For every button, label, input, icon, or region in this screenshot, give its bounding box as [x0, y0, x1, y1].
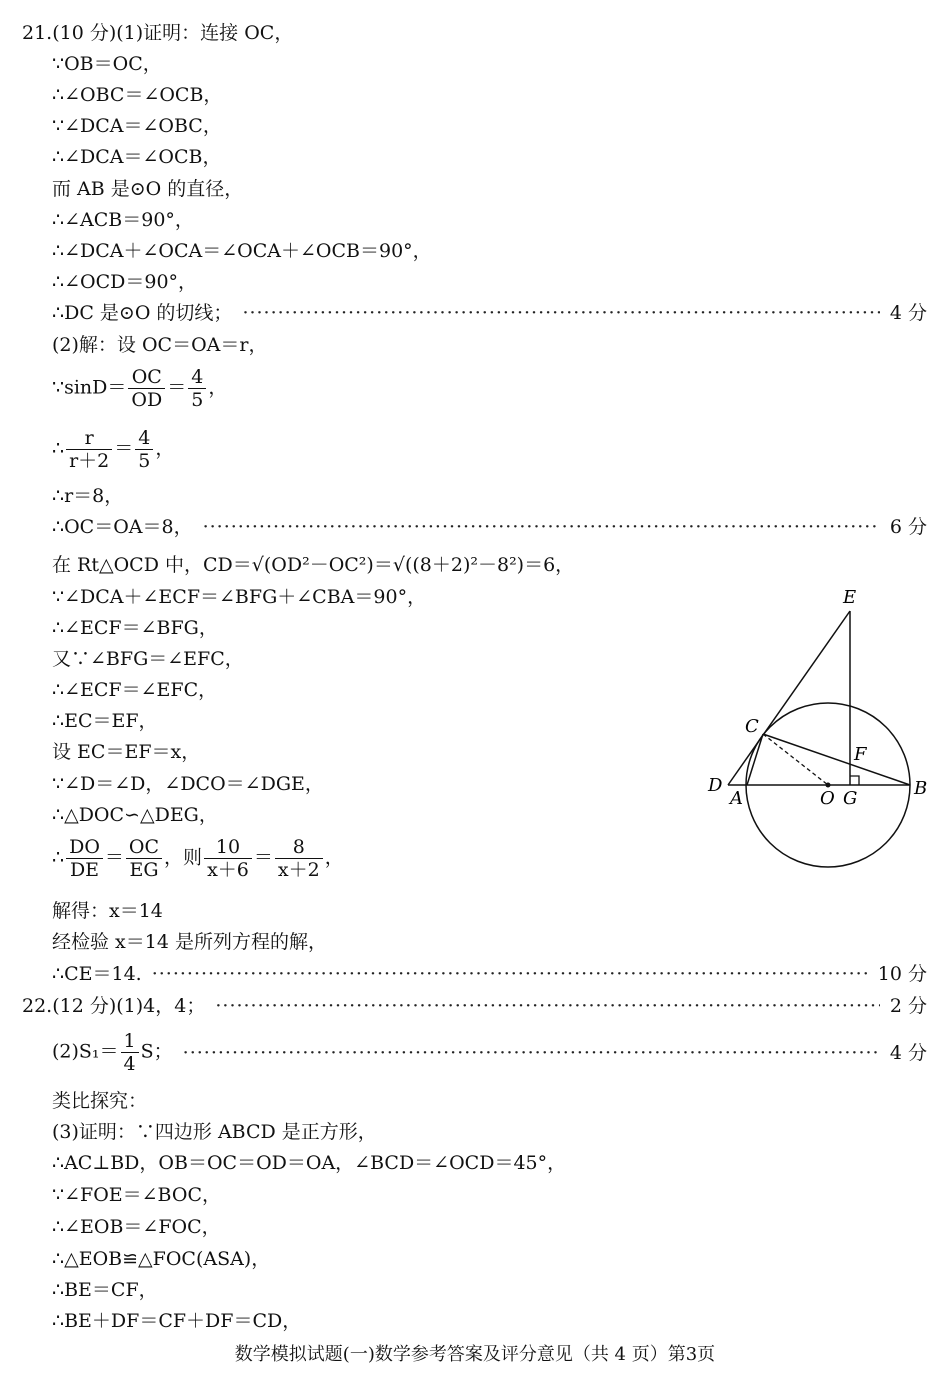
proof-line: ∴∠OCD＝90°，: [52, 271, 198, 293]
eq-text: ＝: [114, 437, 134, 460]
eq-text: ，: [155, 437, 175, 460]
proof-line: ∴△EOB≌△FOC(ASA)，: [52, 1248, 271, 1270]
geometry-figure: [700, 580, 940, 880]
label-b: B: [914, 778, 928, 799]
proof-line: 而 AB 是⊙O 的直径，: [52, 178, 244, 200]
numerator: DO: [66, 836, 103, 859]
numerator: r: [66, 427, 112, 450]
score-points: 4 分: [889, 302, 927, 324]
right-angle-mark: [850, 776, 859, 785]
proof-line: ∴∠ECF＝∠BFG，: [52, 617, 218, 639]
proof-line: ∵∠DCA＋∠ECF＝∠BFG＋∠CBA＝90°，: [52, 586, 427, 608]
q22-score-line-4: [52, 1030, 927, 1075]
fraction: [66, 427, 112, 472]
denominator: x＋2: [277, 859, 320, 881]
proof-line: ∴BE＝CF，: [52, 1279, 158, 1301]
ratio-equation: [52, 427, 174, 472]
proof-line: ∵∠D＝∠D，∠DCO＝∠DGE，: [52, 773, 324, 795]
eq-text: (2)S₁＝: [52, 1040, 119, 1063]
eq-text: S；: [140, 1040, 173, 1063]
eq-text: ＝: [253, 846, 273, 869]
similar-equation: [52, 836, 344, 881]
eq-text: ，则: [164, 846, 203, 869]
fraction: [121, 1030, 139, 1075]
proof-line: ∵OB＝OC，: [52, 53, 162, 75]
dot-leader: [203, 514, 880, 540]
denominator: 4: [123, 1053, 136, 1075]
proof-line: ∴BE＋DF＝CF＋DF＝CD，: [52, 1310, 302, 1332]
dot-leader: [242, 300, 879, 326]
denominator: 5: [191, 389, 204, 411]
numerator: OC: [128, 366, 165, 389]
proof-line: 设 EC＝EF＝x，: [52, 741, 201, 763]
eq-text: ＝: [167, 376, 187, 399]
eq-text: ∴: [52, 437, 65, 460]
solve-line: 解得：x＝14: [52, 900, 163, 922]
proof-line: ∵∠DCA＝∠OBC，: [52, 115, 222, 137]
label-d: D: [708, 775, 723, 796]
score-line-4: [52, 300, 927, 326]
score-line-text: ∴CE＝14.: [52, 963, 142, 985]
numerator: OC: [126, 836, 162, 859]
segment-cb: [763, 734, 910, 785]
dot-leader: [215, 993, 880, 1019]
proof-line: 又∵∠BFG＝∠EFC，: [52, 648, 244, 670]
label-o: O: [820, 788, 835, 809]
sin-equation: [52, 366, 227, 411]
numerator: 4: [135, 427, 153, 450]
dot-leader: [183, 1040, 880, 1066]
score-line-6: [52, 514, 927, 540]
r-value: ∴r＝8，: [52, 485, 124, 507]
fraction: [66, 836, 103, 881]
denominator: x＋6: [207, 859, 249, 881]
proof-line: ∴∠ECF＝∠EFC，: [52, 679, 218, 701]
numerator: 8: [275, 836, 323, 859]
label-a: A: [730, 788, 743, 809]
score-line-text: ∴DC 是⊙O 的切线；: [52, 302, 233, 324]
score-line-text: ∴OC＝OA＝8，: [52, 516, 193, 538]
part2-header: (2)解：设 OC＝OA＝r，: [52, 334, 268, 356]
label-g: G: [843, 788, 858, 809]
proof-line: ∴∠EOB＝∠FOC，: [52, 1216, 221, 1238]
eq-text: ∵sinD＝: [52, 376, 127, 399]
fraction: [204, 836, 252, 881]
score-points: 10 分: [877, 963, 927, 985]
numerator: 10: [204, 836, 252, 859]
analogy-heading: 类比探究：: [52, 1090, 148, 1112]
proof-line: ∴∠ACB＝90°，: [52, 209, 194, 231]
eq-text: ，: [324, 846, 344, 869]
segment-de: [728, 611, 850, 785]
score-line-text: 22.(12 分)(1)4，4；: [22, 995, 206, 1017]
q21-header: 21.(10 分)(1)证明：连接 OC，: [22, 22, 294, 44]
q22-score-line-2: [22, 993, 927, 1019]
score-line-text: [52, 1030, 173, 1075]
proof-line: ∴∠DCA＝∠OCB，: [52, 146, 222, 168]
eq-text: ∴: [52, 846, 65, 869]
fraction: [128, 366, 165, 411]
fraction: [126, 836, 162, 881]
denominator: EG: [129, 859, 159, 881]
denominator: DE: [69, 859, 100, 881]
proof-line: ∵∠FOE＝∠BOC，: [52, 1184, 221, 1206]
rt-triangle-line: 在 Rt△OCD 中，CD＝√(OD²－OC²)＝√((8＋2)²－8²)＝6，: [52, 554, 575, 576]
dot-leader: [152, 961, 868, 987]
numerator: 1: [121, 1030, 139, 1053]
center-point: [826, 783, 831, 788]
fraction: [275, 836, 323, 881]
proof-line: ∴△DOC∽△DEG，: [52, 804, 218, 826]
eq-text: ，: [208, 376, 228, 399]
label-e: E: [843, 587, 857, 608]
score-line-10: [52, 961, 927, 987]
numerator: 4: [188, 366, 206, 389]
label-f: F: [854, 744, 867, 765]
fraction: [188, 366, 206, 411]
denominator: 5: [138, 450, 151, 472]
score-points: 6 分: [889, 516, 927, 538]
proof-line: ∴∠DCA＋∠OCA＝∠OCA＋∠OCB＝90°，: [52, 240, 432, 262]
score-points: 4 分: [889, 1041, 927, 1064]
check-line: 经检验 x＝14 是所列方程的解，: [52, 931, 327, 953]
proof-line: ∴AC⊥BD，OB＝OC＝OD＝OA，∠BCD＝∠OCD＝45°，: [52, 1152, 567, 1174]
denominator: r＋2: [69, 450, 110, 472]
denominator: OD: [131, 389, 163, 411]
proof-line: ∴∠OBC＝∠OCB，: [52, 84, 223, 106]
eq-text: ＝: [104, 846, 124, 869]
label-c: C: [745, 716, 759, 737]
proof-line: ∴EC＝EF，: [52, 710, 158, 732]
page-footer: 数学模拟试题(一)数学参考答案及评分意见（共 4 页）第3页: [234, 1344, 716, 1365]
fraction: [135, 427, 153, 472]
score-points: 2 分: [889, 995, 927, 1017]
proof-line: (3)证明：∵四边形 ABCD 是正方形，: [52, 1121, 377, 1143]
segment-co: [763, 734, 828, 785]
